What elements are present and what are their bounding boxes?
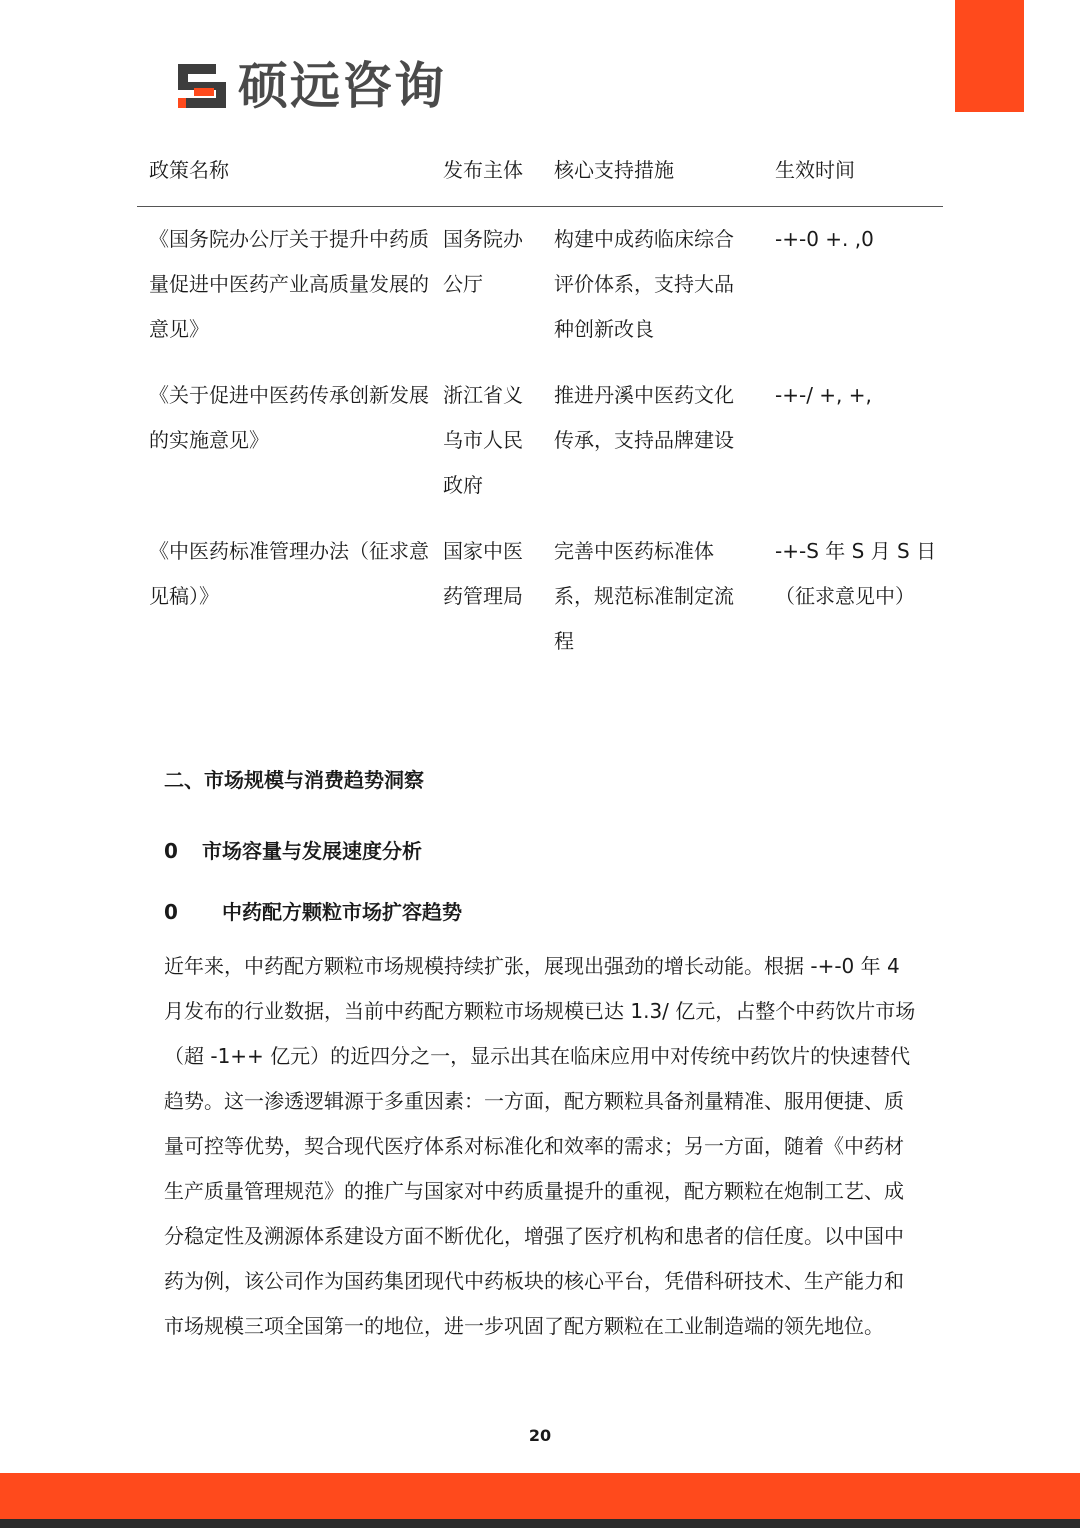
policy-table bbox=[137, 148, 943, 675]
table-row bbox=[137, 207, 943, 364]
effective-date-cell: -+-/ +, +, bbox=[775, 383, 872, 407]
table-row bbox=[137, 519, 943, 675]
policy-name-cell: 《国务院办公厅关于提升中药质量促进中医药产业高质量发展的意见》 bbox=[149, 227, 429, 341]
footer-accent-bar bbox=[0, 1473, 1080, 1519]
issuer-cell: 浙江省义乌市人民政府 bbox=[443, 383, 523, 497]
measures-cell: 构建中成药临床综合评价体系，支持大品种创新改良 bbox=[554, 227, 734, 341]
subsubsection-heading bbox=[164, 896, 462, 925]
issuer-cell: 国家中医药管理局 bbox=[443, 539, 523, 608]
footer-dark-strip bbox=[0, 1519, 1080, 1528]
table-header-row bbox=[137, 148, 943, 207]
measures-cell: 完善中医药标准体系，规范标准制定流程 bbox=[554, 539, 734, 653]
issuer-cell: 国务院办公厅 bbox=[443, 227, 523, 296]
corner-accent-block bbox=[955, 0, 1024, 112]
header-effective-date: 生效时间 bbox=[775, 148, 943, 207]
subsubsection-number: 0 bbox=[164, 900, 178, 924]
measures-cell: 推进丹溪中医药文化传承，支持品牌建设 bbox=[554, 383, 734, 452]
policy-name-cell: 《中医药标准管理办法（征求意见稿）》 bbox=[149, 539, 429, 608]
subsection-title: 市场容量与发展速度分析 bbox=[202, 839, 422, 863]
brand-name: 硕远咨询 bbox=[238, 57, 446, 115]
subsubsection-title: 中药配方颗粒市场扩容趋势 bbox=[222, 900, 462, 924]
section-heading: 二、市场规模与消费趋势洞察 bbox=[164, 768, 424, 792]
page-number: 20 bbox=[528, 1426, 552, 1445]
brand-logo bbox=[176, 56, 446, 116]
header-policy-name: 政策名称 bbox=[137, 148, 443, 207]
effective-date-cell: -+-0 +. ,0 bbox=[775, 227, 874, 251]
header-measures: 核心支持措施 bbox=[554, 148, 775, 207]
policy-name-cell: 《关于促进中医药传承创新发展的实施意见》 bbox=[149, 383, 429, 452]
header-issuer: 发布主体 bbox=[443, 148, 554, 207]
brand-mark-icon bbox=[176, 60, 228, 112]
effective-date-cell: -+-S 年 S 月 S 日（征求意见中） bbox=[775, 539, 937, 608]
body-paragraph: 近年来，中药配方颗粒市场规模持续扩张，展现出强劲的增长动能。根据 -+-0 年 4 月发布的行业数据，当前中药配方颗粒市场规模已达 1.3/ 亿元，占整个中药饮片市场（超 -1++ 亿元）的近四分之一，显示出其在临床应用中对传统中药饮片的快速替代趋势。这一渗透逻辑源于多重因素：一方面，配方颗粒具备剂量精准、服用便捷、质量可控等优势，契合现代医疗体系对标准化和效率的需求；另一方面，随着《中药材生产质量管理规范》的推广与国家对中药质量提升的重视，配方颗粒在炮制工艺、成分稳定性及溯源体系建设方面不断优化，增强了医疗机构和患者的信任度。以中国中药为例，该公司作为国药集团现代中药板块的核心平台，凭借科研技术、生产能力和市场规模三项全国第一的地位，进一步巩固了配方颗粒在工业制造端的领先地位。 bbox=[164, 954, 916, 1338]
subsection-heading bbox=[164, 835, 422, 864]
subsection-number: 0 bbox=[164, 839, 178, 863]
table-row bbox=[137, 363, 943, 519]
